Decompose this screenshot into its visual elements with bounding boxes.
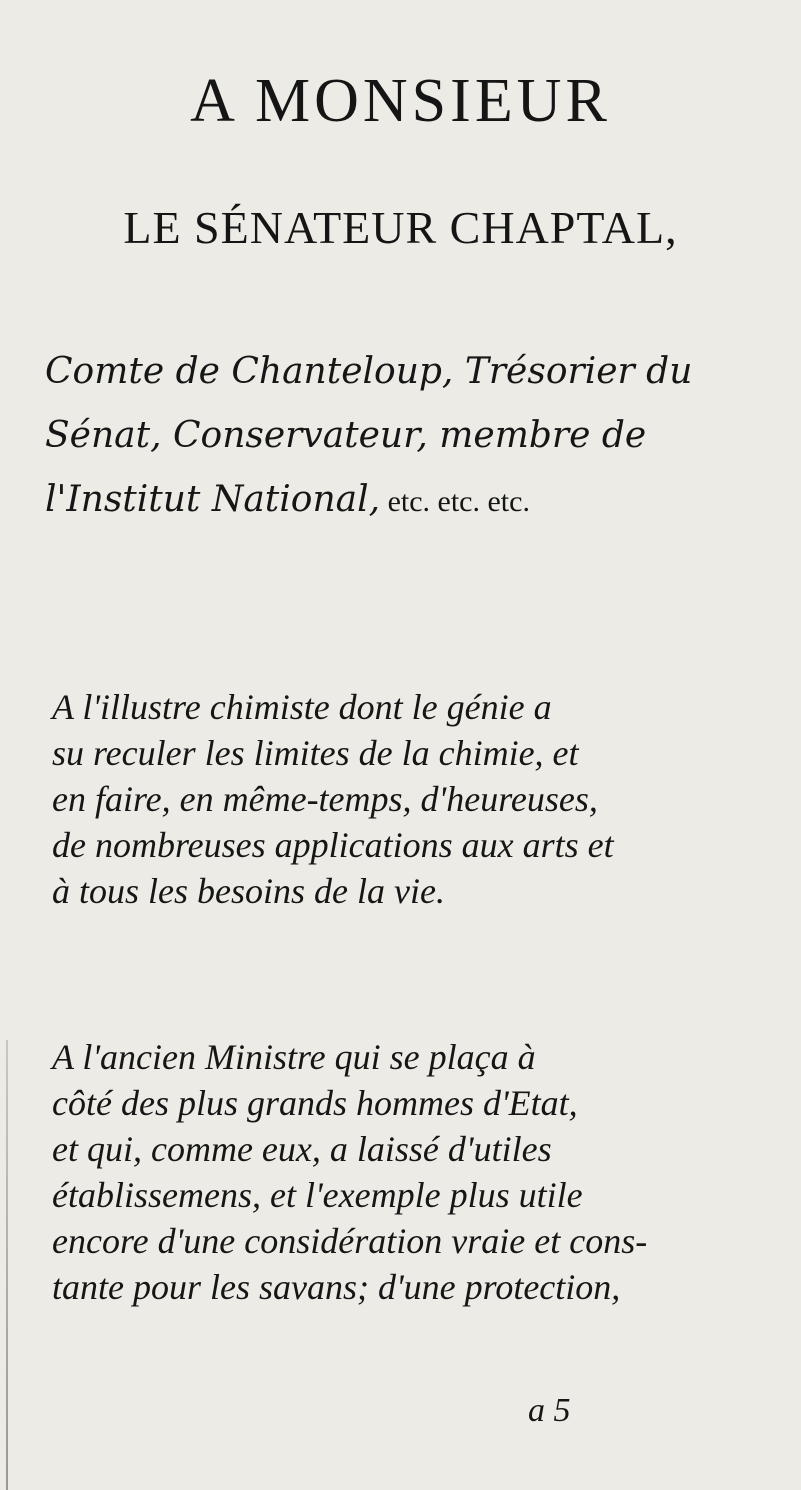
paragraph-1-line: su reculer les limites de la chimie, et xyxy=(52,733,579,773)
paragraph-2-line: tante pour les savans; d'une protection, xyxy=(52,1267,621,1307)
titles-line-3 xyxy=(45,480,775,522)
paragraph-2 xyxy=(52,1034,772,1310)
paragraph-1-line: A l'illustre chimiste dont le génie a xyxy=(52,687,552,727)
titles-line-2: Sénat, Conservateur, membre de xyxy=(45,415,647,456)
paragraph-2-line: A l'ancien Ministre qui se plaça à xyxy=(52,1037,536,1077)
dedicatee-name: LE SÉNATEUR CHAPTAL, xyxy=(123,202,678,253)
paragraph-2-line: établissemens, et l'exemple plus utile xyxy=(52,1175,583,1215)
signature-mark: a 5 xyxy=(528,1392,571,1429)
paragraph-2-line: encore d'une considération vraie et cons- xyxy=(52,1221,648,1261)
paragraph-1-line: de nombreuses applications aux arts et xyxy=(52,825,614,865)
page-edge-shadow xyxy=(6,1040,8,1490)
paragraph-1-line: à tous les besoins de la vie. xyxy=(52,871,445,911)
paragraph-1 xyxy=(52,684,772,914)
paragraph-2-line: et qui, comme eux, a laissé d'utiles xyxy=(52,1129,552,1169)
dedication-heading: A MONSIEUR xyxy=(190,67,611,135)
paragraph-1-line: en faire, en même-temps, d'heureuses, xyxy=(52,779,598,819)
titles-line-3-etc: etc. etc. etc. xyxy=(380,485,530,518)
titles-line-3-script: l'Institut National, xyxy=(45,479,381,520)
paragraph-2-line: côté des plus grands hommes d'Etat, xyxy=(52,1083,578,1123)
titles-line-1: Comte de Chanteloup, Trésorier du xyxy=(45,351,693,392)
